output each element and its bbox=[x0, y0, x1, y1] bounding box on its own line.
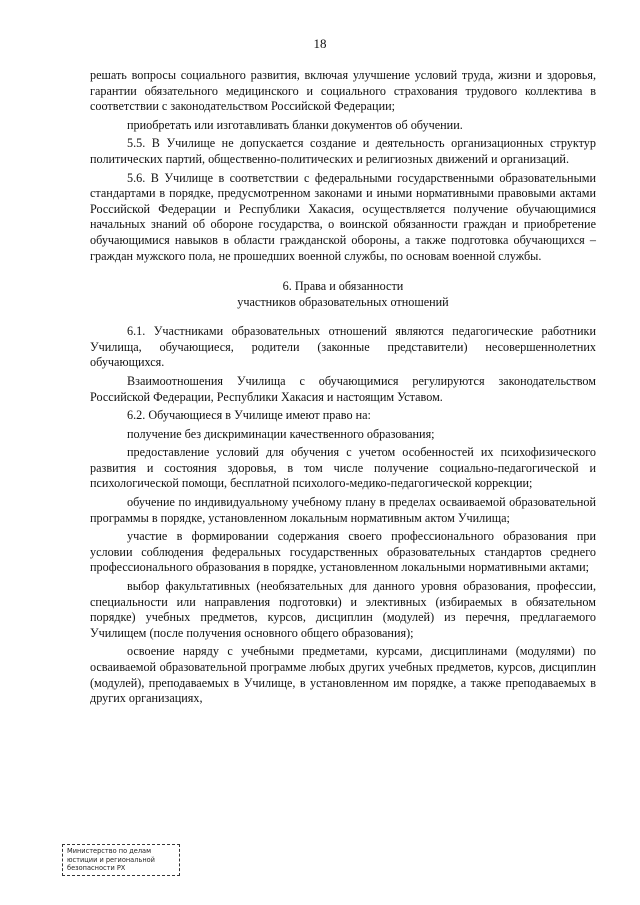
list-item: освоение наряду с учебными предметами, курсами, дисциплинами (модулями) по осваиваемой образовательной программе любых других учебных предметов, курсов, дисциплин (модулей), преподаваемых в Училище, в установленном им порядке, а также преподаваемых в других организациях, bbox=[90, 644, 596, 706]
paragraph: 5.5. В Училище не допускается создание и деятельность организационных структур политических партий, общественно-политических и религиозных движений и организаций. bbox=[90, 136, 596, 166]
paragraph: 6.1. Участниками образовательных отношений являются педагогические работники Училища, обучающиеся, родители (законные представители) несовершеннолетних обучающихся. bbox=[90, 324, 596, 370]
page-number: 18 bbox=[313, 36, 327, 51]
list-item: выбор факультативных (необязательных для данного уровня образования, профессии, специальности или направления подготовки) и элективных (избираемых в обязательном порядке) учебных предметов, курсов, дисциплин (модулей) из перечня, предлагаемого Училищем (после получения основного общего образования); bbox=[90, 579, 596, 640]
list-item: участие в формировании содержания своего профессионального образования при условии соблюдения федеральных государственных образовательных стандартов среднего профессионального образования в порядке, установленном локальными нормативными актами; bbox=[90, 529, 596, 575]
list-item: обучение по индивидуальному учебному плану в пределах осваиваемой образовательной программы в порядке, установленном локальным нормативным актом Училища; bbox=[90, 495, 596, 525]
registration-stamp bbox=[62, 844, 180, 876]
section-heading bbox=[90, 278, 596, 310]
paragraph: 5.6. В Училище в соответствии с федеральными государственными образовательными стандартами в порядке, предусмотренном законами и иными нормативными правовыми актами Российской Федерации и Республики Хакасия, осуществляется получение обучающимися начальных знаний об обороне государства, о воинской обязанности граждан и приобретение обучающимися навыков в области гражданской обороны, а также подготовка обучающихся – граждан мужского пола, не прошедших военной службы, по основам военной службы. bbox=[90, 170, 596, 263]
paragraph: 6.2. Обучающиеся в Училище имеют право на: bbox=[127, 408, 371, 423]
paragraph: приобретать или изготавливать бланки документов об обучении. bbox=[127, 117, 463, 132]
section-subtitle: участников образовательных отношений bbox=[237, 295, 449, 310]
stamp-line: безопасности РХ bbox=[67, 864, 126, 873]
document-body bbox=[90, 68, 596, 710]
paragraph: Взаимоотношения Училища с обучающимися регулируются законодательством Российской Федерации, Республики Хакасия и настоящим Уставом. bbox=[90, 373, 596, 404]
list-item: предоставление условий для обучения с учетом особенностей их психофизического развития и состояния здоровья, в том числе получение социально-педагогической и психологической помощи, бесплатной психолого-медико-педагогической коррекции; bbox=[90, 445, 596, 491]
stamp-line: юстиции и региональной bbox=[67, 855, 155, 864]
paragraph: решать вопросы социального развития, включая улучшение условий труда, жизни и здоровья, гарантии обязательного медицинского и социального страхования трудового коллектива в соответствии с законодательством Российской Федерации; bbox=[90, 68, 596, 114]
section-title: 6. Права и обязанности bbox=[282, 279, 404, 294]
list-item: получение без дискриминации качественного образования; bbox=[127, 426, 435, 441]
stamp-line: Министерство по делам bbox=[67, 847, 152, 855]
